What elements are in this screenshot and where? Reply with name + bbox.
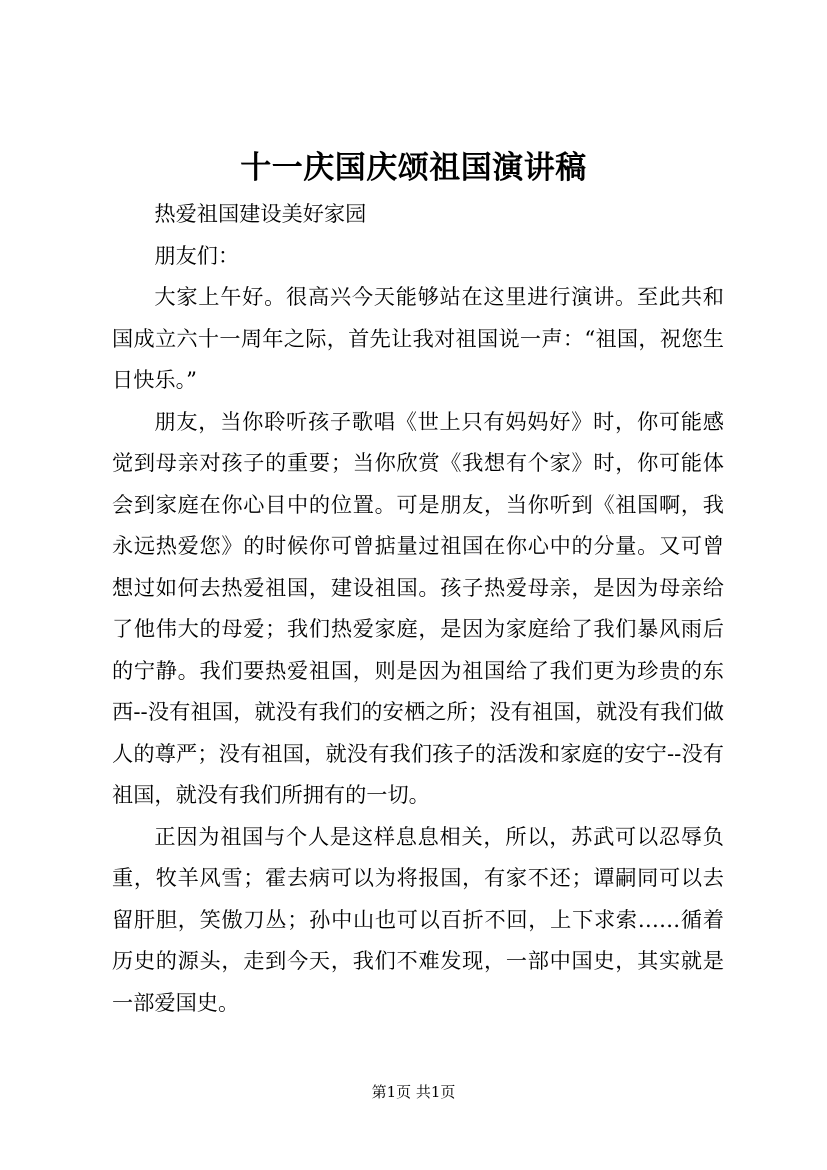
page-number-footer: 第1页 共1页 — [371, 1083, 456, 1101]
salutation-paragraph: 朋友们： — [154, 242, 240, 268]
subtitle-paragraph: 热爱祖国建设美好家园 — [154, 201, 367, 226]
body-paragraph: 大家上午好。很高兴今天能够站在这里进行演讲。至此共和国成立六十一周年之际，首先让我对祖国说一声：“祖国，祝您生日快乐。” — [112, 284, 724, 392]
document-title: 十一庆国庆颂祖国演讲稿 — [240, 150, 587, 186]
body-paragraph: 正因为祖国与个人是这样息息相关，所以，苏武可以忍辱负重，牧羊风雪；霍去病可以为将报国，有家不还；谭嗣同可以去留肝胆，笑傲刀丛；孙中山也可以百折不回，上下求索……循着历史的源头，走到今天，我们不难发现，一部中国史，其实就是一部爱国史。 — [112, 823, 724, 1015]
document-body — [112, 193, 724, 1023]
body-paragraph: 朋友，当你聆听孩子歌唱《世上只有妈妈好》时，你可能感觉到母亲对孩子的重要；当你欣赏《我想有个家》时，你可能体会到家庭在你心目中的位置。可是朋友，当你听到《祖国啊，我永远热爱您》的时候你可曾掂量过祖国在你心中的分量。又可曾想过如何去热爱祖国，建设祖国。孩子热爱母亲，是因为母亲给了他伟大的母爱；我们热爱家庭，是因为家庭给了我们暴风雨后的宁静。我们要热爱祖国，则是因为祖国给了我们更为珍贵的东西--没有祖国，就没有我们的安栖之所；没有祖国，就没有我们做人的尊严；没有祖国，就没有我们孩子的活泼和家庭的安宁--没有祖国，就没有我们所拥有的一切。 — [112, 408, 724, 807]
